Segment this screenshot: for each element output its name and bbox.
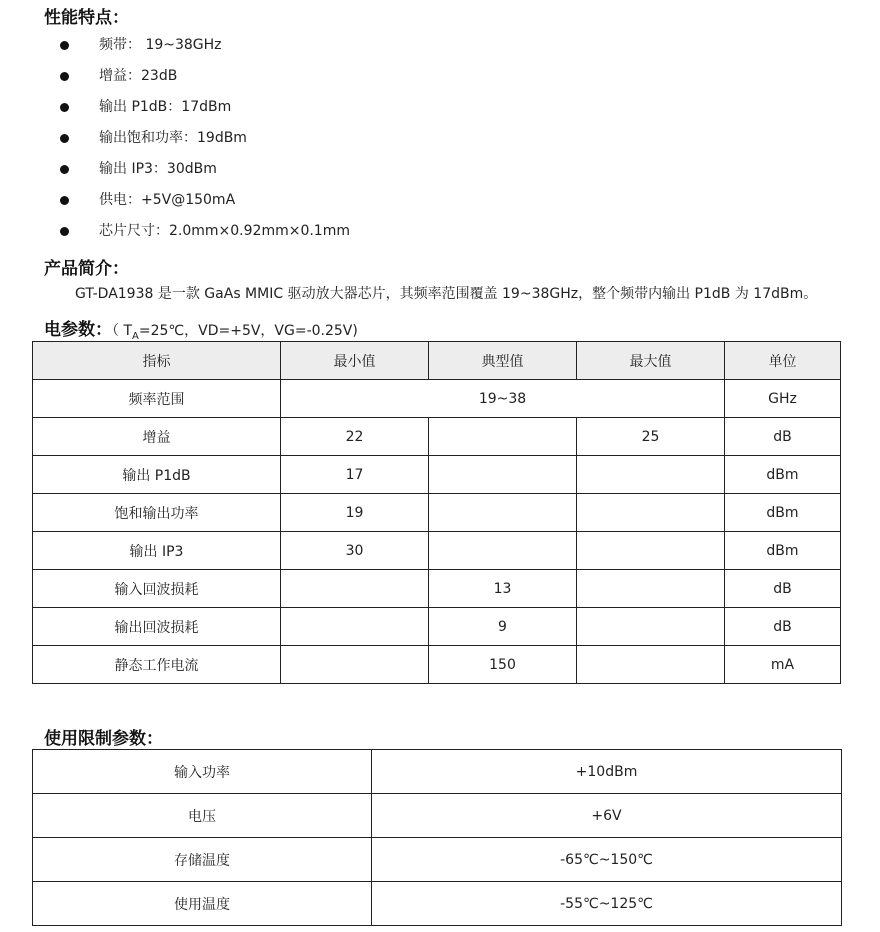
feature-text: 芯片尺寸：2.0mm×0.92mm×0.1mm xyxy=(99,223,350,239)
column-header-max: 最大值 xyxy=(577,342,725,380)
param-cell: 输出 IP3 xyxy=(33,532,281,570)
feature-text: 频带： 19~38GHz xyxy=(99,37,222,53)
feature-text: 供电：+5V@150mA xyxy=(99,192,236,208)
min-cell xyxy=(281,608,429,646)
test-conditions xyxy=(112,323,358,342)
electrical-table xyxy=(32,341,841,684)
max-cell xyxy=(577,570,725,608)
table-row xyxy=(33,750,842,794)
typ-cell xyxy=(429,418,577,456)
intro-heading: 产品简介： xyxy=(44,259,129,279)
bullet-icon xyxy=(60,72,69,81)
param-cell: 使用温度 xyxy=(33,882,372,926)
feature-text: 增益：23dB xyxy=(99,68,178,84)
limits-heading: 使用限制参数： xyxy=(44,729,163,749)
max-cell xyxy=(577,532,725,570)
max-cell xyxy=(577,494,725,532)
bullet-icon xyxy=(60,134,69,143)
range-cell: 19~38 xyxy=(281,380,725,418)
typ-cell xyxy=(429,494,577,532)
param-cell: 输出 P1dB xyxy=(33,456,281,494)
param-cell: 电压 xyxy=(33,794,372,838)
max-cell xyxy=(577,608,725,646)
unit-cell: GHz xyxy=(725,380,841,418)
table-row xyxy=(33,646,841,684)
max-cell xyxy=(577,456,725,494)
table-row xyxy=(33,380,841,418)
bullet-icon xyxy=(60,41,69,50)
typ-cell xyxy=(429,532,577,570)
unit-cell: dB xyxy=(725,608,841,646)
unit-cell: dBm xyxy=(725,494,841,532)
table-row xyxy=(33,494,841,532)
feature-text: 输出 IP3：30dBm xyxy=(99,161,217,177)
test-conditions-sub: A xyxy=(132,330,139,342)
min-cell: 17 xyxy=(281,456,429,494)
min-cell: 19 xyxy=(281,494,429,532)
table-row xyxy=(33,882,842,926)
value-cell: -65℃~150℃ xyxy=(372,838,842,882)
param-cell: 输入回波损耗 xyxy=(33,570,281,608)
table-row xyxy=(33,570,841,608)
unit-cell: dB xyxy=(725,418,841,456)
min-cell: 22 xyxy=(281,418,429,456)
max-cell: 25 xyxy=(577,418,725,456)
unit-cell: mA xyxy=(725,646,841,684)
test-conditions-open: （ T xyxy=(112,323,133,339)
table-row xyxy=(33,532,841,570)
table-row xyxy=(33,456,841,494)
max-cell xyxy=(577,646,725,684)
bullet-icon xyxy=(60,103,69,112)
table-row xyxy=(33,608,841,646)
column-header-min: 最小值 xyxy=(281,342,429,380)
table-row xyxy=(33,838,842,882)
param-cell: 输入功率 xyxy=(33,750,372,794)
bullet-icon xyxy=(60,165,69,174)
param-cell: 存储温度 xyxy=(33,838,372,882)
typ-cell: 13 xyxy=(429,570,577,608)
unit-cell: dB xyxy=(725,570,841,608)
typ-cell xyxy=(429,456,577,494)
typ-cell: 150 xyxy=(429,646,577,684)
bullet-icon xyxy=(60,196,69,205)
limits-table xyxy=(32,749,842,926)
table-row xyxy=(33,794,842,838)
value-cell: +6V xyxy=(372,794,842,838)
table-row xyxy=(33,418,841,456)
features-heading: 性能特点： xyxy=(44,8,129,28)
unit-cell: dBm xyxy=(725,532,841,570)
electrical-heading-label: 电参数： xyxy=(44,320,112,340)
value-cell: +10dBm xyxy=(372,750,842,794)
electrical-heading xyxy=(44,315,358,342)
table-header-row xyxy=(33,342,841,380)
column-header-param: 指标 xyxy=(33,342,281,380)
test-conditions-rest: =25℃，VD=+5V，VG=-0.25V) xyxy=(138,323,358,339)
typ-cell: 9 xyxy=(429,608,577,646)
column-header-unit: 单位 xyxy=(725,342,841,380)
min-cell: 30 xyxy=(281,532,429,570)
bullet-icon xyxy=(60,227,69,236)
unit-cell: dBm xyxy=(725,456,841,494)
feature-text: 输出 P1dB：17dBm xyxy=(99,99,232,115)
param-cell: 静态工作电流 xyxy=(33,646,281,684)
param-cell: 增益 xyxy=(33,418,281,456)
min-cell xyxy=(281,570,429,608)
param-cell: 输出回波损耗 xyxy=(33,608,281,646)
feature-text: 输出饱和功率：19dBm xyxy=(99,130,247,146)
column-header-typ: 典型值 xyxy=(429,342,577,380)
param-cell: 频率范围 xyxy=(33,380,281,418)
param-cell: 饱和输出功率 xyxy=(33,494,281,532)
value-cell: -55℃~125℃ xyxy=(372,882,842,926)
min-cell xyxy=(281,646,429,684)
intro-text: GT-DA1938 是一款 GaAs MMIC 驱动放大器芯片，其频率范围覆盖 19~38GHz，整个频带内输出 P1dB 为 17dBm。 xyxy=(75,286,818,302)
